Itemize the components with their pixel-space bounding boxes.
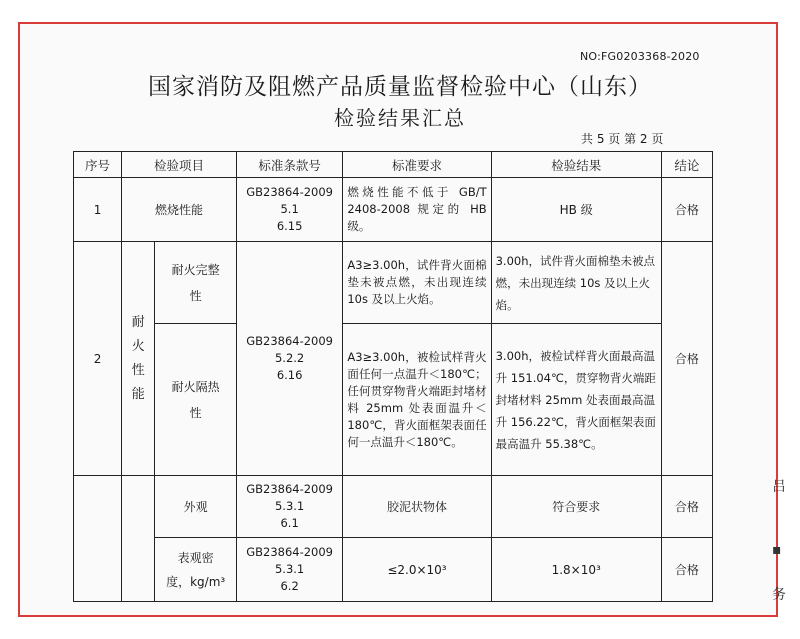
header-con: 结论 — [661, 152, 712, 178]
document-page — [18, 22, 786, 617]
row-std: GB23864-2009 5.3.1 6.1 — [236, 476, 342, 538]
row-conclusion: 合格 — [661, 178, 712, 242]
margin-mark: ▪ — [772, 542, 782, 558]
row-std: GB23864-2009 5.1 6.15 — [236, 178, 342, 242]
row-requirement: ≤2.0×10³ — [343, 538, 491, 602]
header-item: 检验项目 — [122, 152, 237, 178]
row-result: 符合要求 — [491, 476, 661, 538]
row-result: HB 级 — [491, 178, 661, 242]
row-number: 2 — [74, 242, 122, 476]
row-result: 3.00h，试件背火面棉垫未被点燃，未出现连续 10s 及以上火焰。 — [491, 242, 661, 324]
table-row — [74, 242, 713, 324]
row-requirement: A3≥3.00h，试件背火面棉垫未被点燃，未出现连续 10s 及以上火焰。 — [343, 242, 491, 324]
table-row — [74, 178, 713, 242]
table-row — [74, 538, 713, 602]
row-subitem: 表观密 度，kg/m³ — [155, 538, 236, 602]
table-row — [74, 324, 713, 476]
row-result: 3.00h，被检试样背火面最高温升 151.04℃，贯穿物背火端距封堵材料 25mm 处表面最高温升 156.22℃，背火面框架表面最高温升 55.38℃。 — [491, 324, 661, 476]
doc-title: 国家消防及阻燃产品质量监督检验中心（山东） — [148, 74, 652, 100]
row-number: 1 — [74, 178, 122, 242]
row-conclusion: 合格 — [661, 538, 712, 602]
row-std: GB23864-2009 5.3.1 6.2 — [236, 538, 342, 602]
row-item: 燃烧性能 — [122, 178, 237, 242]
row-requirement: 胶泥状物体 — [343, 476, 491, 538]
table-row — [74, 476, 713, 538]
doc-number: NO:FG0203368-2020 — [580, 50, 700, 63]
page-info: 共 5 页 第 2 页 — [581, 132, 664, 146]
row-result: 1.8×10³ — [491, 538, 661, 602]
header-no: 序号 — [74, 152, 122, 178]
row-subitem: 耐火完整 性 — [155, 242, 236, 324]
row-subitem: 耐火隔热 性 — [155, 324, 236, 476]
header-req: 标准要求 — [343, 152, 491, 178]
row-group-label: 耐 火 性 能 — [122, 242, 155, 476]
row-requirement: 燃烧性能不低于 GB/T 2408-2008 规定的 HB 级。 — [343, 178, 491, 242]
row-group-empty — [122, 476, 155, 602]
margin-mark: 吕 — [772, 479, 786, 495]
table-header-row — [74, 152, 713, 178]
results-table — [73, 151, 713, 602]
row-std: GB23864-2009 5.2.2 6.16 — [236, 242, 342, 476]
row-requirement: A3≥3.00h，被检试样背火面任何一点温升＜180℃；任何贯穿物背火端距封堵材料 25mm 处表面温升＜180℃，背火面框架表面任何一点温升＜180℃。 — [343, 324, 491, 476]
row-subitem: 外观 — [155, 476, 236, 538]
header-res: 检验结果 — [491, 152, 661, 178]
row-number-empty — [74, 476, 122, 602]
row-conclusion: 合格 — [661, 476, 712, 538]
margin-mark: 务 — [772, 587, 786, 603]
doc-subtitle: 检验结果汇总 — [334, 106, 466, 130]
header-std: 标准条款号 — [236, 152, 342, 178]
row-conclusion: 合格 — [661, 242, 712, 476]
